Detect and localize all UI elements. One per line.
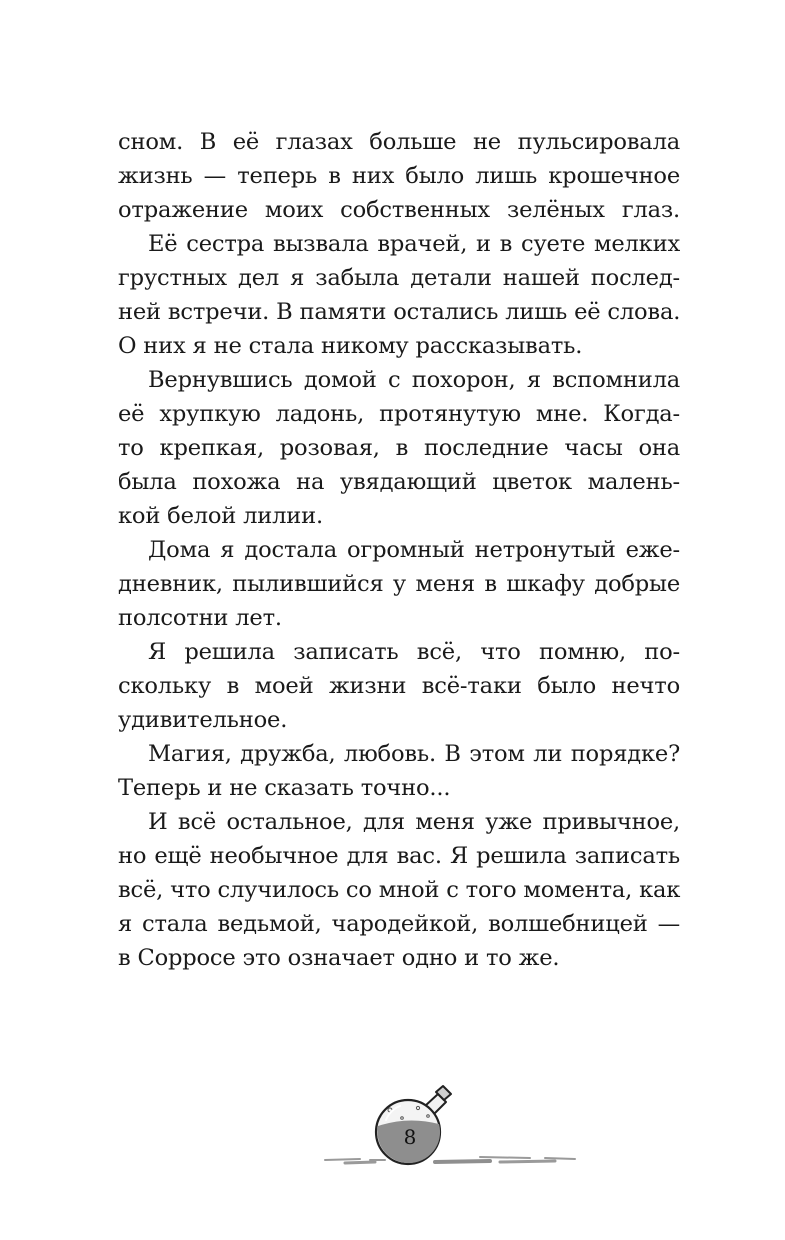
text-line: скольку в моей жизни всё-таки было нечто — [118, 673, 680, 699]
text-line: то крепкая, розовая, в последние часы она — [118, 435, 680, 461]
text-line: О них я не стала никому рассказывать. — [118, 333, 583, 359]
text-line: я стала ведьмой, чародейкой, волшебницей — — [118, 911, 680, 937]
text-line: ней встречи. В памяти остались лишь её слова. — [118, 299, 681, 325]
text-line: И всё остальное, для меня уже привычное, — [148, 809, 680, 835]
page-number: 8 — [403, 1125, 417, 1149]
potion-flask-icon — [300, 1080, 600, 1180]
text-line: кой белой лилии. — [118, 503, 323, 529]
text-line: полсотни лет. — [118, 605, 282, 631]
text-line: сном. В её глазах больше не пульсировала — [118, 129, 680, 155]
text-line: жизнь — теперь в них было лишь крошечное — [118, 163, 680, 189]
text-line: всё, что случилось со мной с того момента, как — [118, 877, 681, 903]
text-line: Теперь и не сказать точно... — [118, 775, 451, 801]
text-line: грустных дел я забыла детали нашей послед- — [118, 265, 680, 291]
text-line: дневник, пылившийся у меня в шкафу добрые — [118, 571, 680, 597]
text-line: отражение моих собственных зелёных глаз. — [118, 197, 680, 223]
body-text — [118, 125, 680, 975]
text-line: Дома я достала огромный нетронутый еже- — [148, 537, 680, 563]
text-line: в Сорросе это означает одно и то же. — [118, 945, 560, 971]
text-line: её хрупкую ладонь, протянутую мне. Когда- — [118, 401, 680, 427]
text-line: Её сестра вызвала врачей, и в суете мелких — [148, 231, 680, 257]
text-line: Вернувшись домой с похорон, я вспомнила — [148, 367, 680, 393]
text-line: Я решила записать всё, что помню, по- — [148, 639, 680, 665]
ground-strokes — [325, 1157, 575, 1163]
text-line: Магия, дружба, любовь. В этом ли порядке? — [148, 741, 680, 767]
text-line: была похожа на увядающий цветок малень- — [118, 469, 680, 495]
text-line: но ещё необычное для вас. Я решила записать — [118, 843, 680, 869]
text-line: удивительное. — [118, 707, 288, 733]
